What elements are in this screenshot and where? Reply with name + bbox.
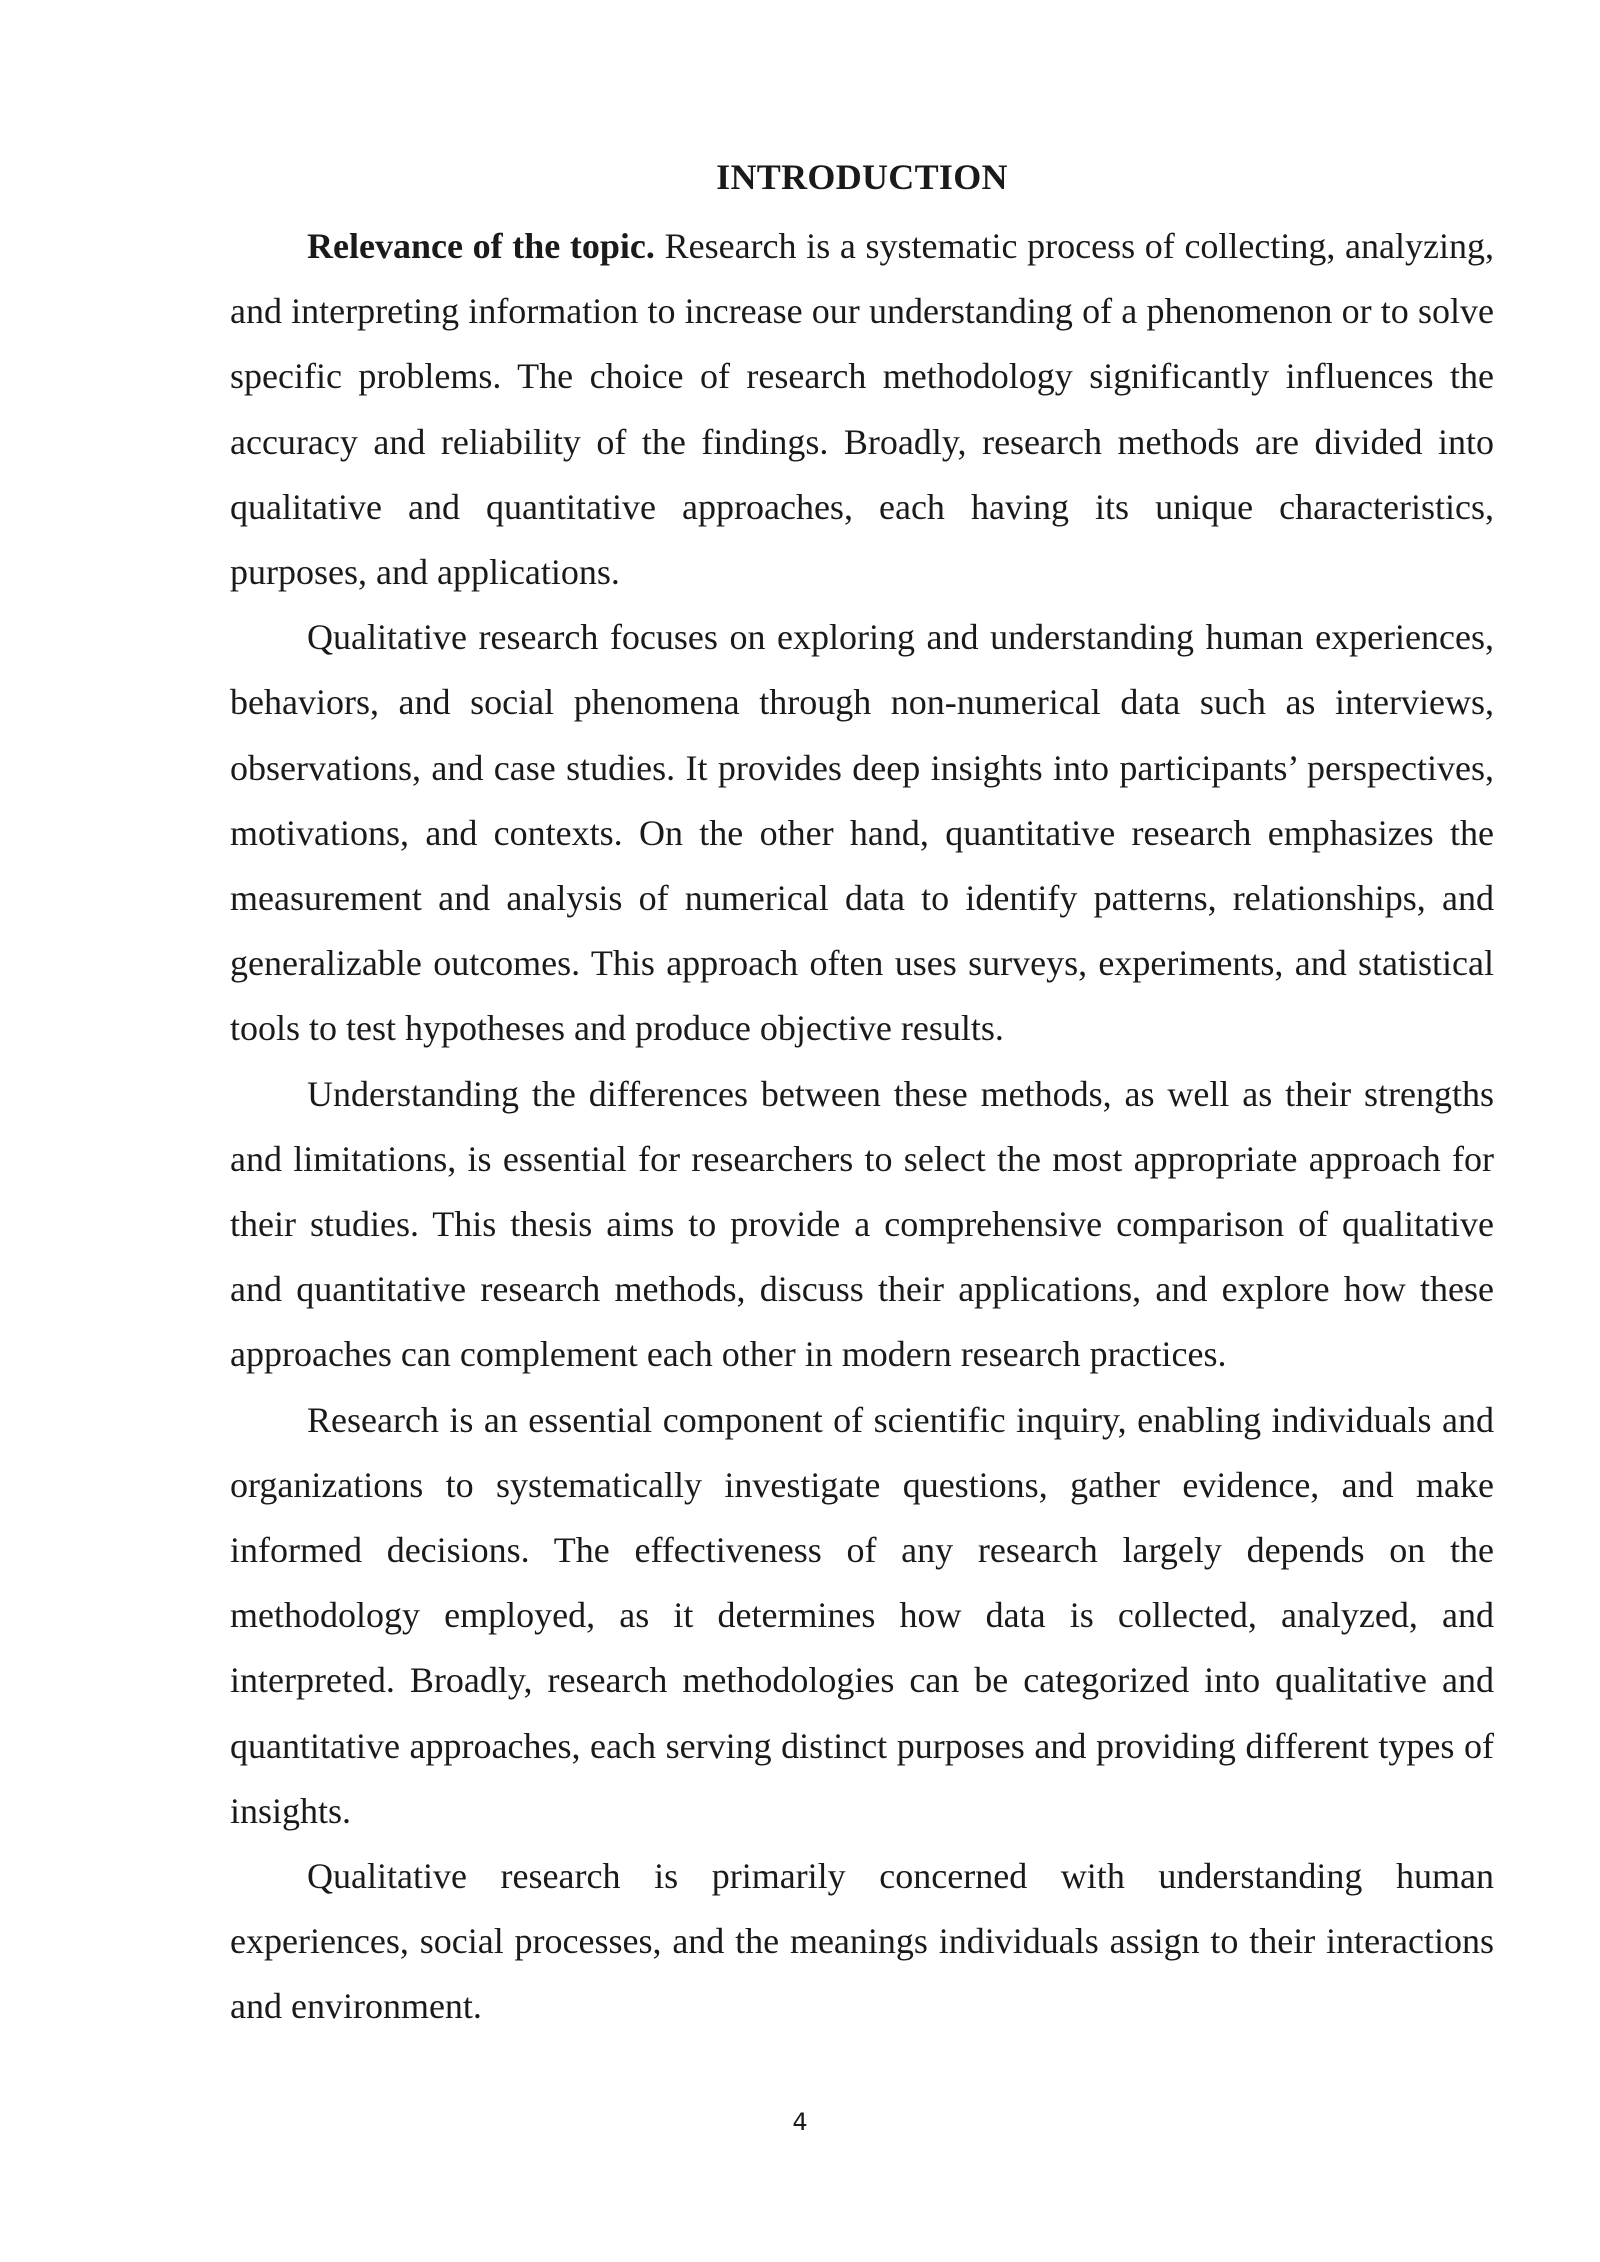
page-number: 4 <box>792 2108 808 2136</box>
paragraph-qualitative-concern: Qualitative research is primarily concerned with understanding human experiences, social processes, and the meanings individuals assign to their interactions and environment. <box>230 1856 1494 2027</box>
paragraph-text: Research is a systematic process of collecting, analyzing, and interpreting information to increase our understanding of a phenomenon or to solve specific problems. The choice of research methodology significantly influences the accuracy and reliability of the findings. Broadly, research methods are divided into qualitative and quantitative approaches, each having its unique characteristics, purposes, and applications. <box>230 226 1494 593</box>
paragraph-scientific-inquiry: Research is an essential component of scientific inquiry, enabling individuals and organizations to systematically investigate questions, gather evidence, and make informed decisions. The effectiveness of any research largely depends on the methodology employed, as it determines how data is collected, analyzed, and interpreted. Broadly, research methodologies can be categorized into qualitative and quantitative approaches, each serving distinct purposes and providing different types of insights. <box>230 1399 1494 1831</box>
paragraph-relevance <box>230 214 1494 605</box>
paragraph-qualitative-focus: Qualitative research focuses on exploring and understanding human experiences, behaviors, and social phenomena through non-numerical data such as interviews, observations, and case studies. It provides deep insights into participants’ perspectives, motivations, and contexts. On the other hand, quantitative research emphasizes the measurement and analysis of numerical data to identify patterns, relationships, and generalizable outcomes. This approach often uses surveys, experiments, and statistical tools to test hypotheses and produce objective results. <box>230 617 1494 1049</box>
paragraph-differences: Understanding the differences between these methods, as well as their strengths and limitations, is essential for researchers to select the most appropriate approach for their studies. This thesis aims to provide a comprehensive comparison of qualitative and quantitative research methods, discuss their applications, and explore how these approaches can complement each other in modern research practices. <box>230 1073 1494 1375</box>
paragraph-lead: Relevance of the topic. <box>307 226 655 266</box>
section-heading: INTRODUCTION <box>716 157 1008 197</box>
page-body <box>230 148 1494 2040</box>
